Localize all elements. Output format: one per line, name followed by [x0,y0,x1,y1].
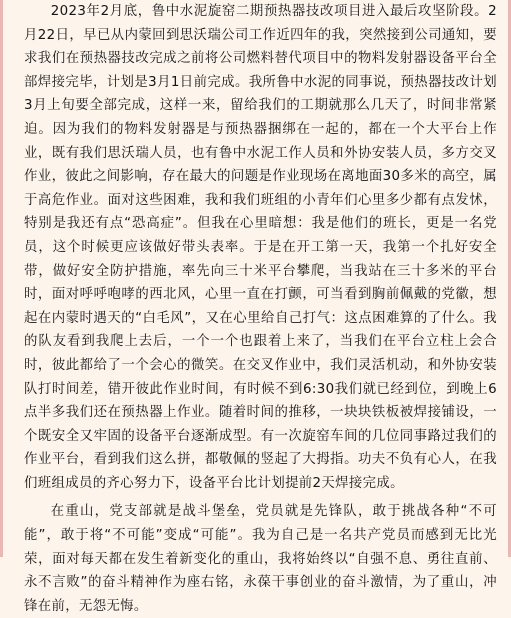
article-body [24,0,497,618]
left-border [0,0,3,557]
article-paragraph: 在重山，党支部就是战斗堡垒，党员就是先锋队，敢于挑战各种“不可能”，敢于将“不可能”变成“可能”。我为自己是一名共产党员而感到无比光荣，面对每天都在发生着新变化的重山，我将始终以“自强不息、勇往直前、永不言败”的奋斗精神作为座右铭，永葆干事创业的奋斗激情，为了重山，冲锋在前，无怨无悔。 [24,504,497,614]
article-paragraph: 2023年2月底，鲁中水泥旋窑二期预热器技改项目进入最后攻坚阶段。2月22日，早已从内蒙回到思沃瑞公司工作近四年的我，突然接到公司通知，要求我们在预热器技改完成之前将公司燃料替代项目中的物料发射器设备平台全部焊接完毕，计划是3月1日前完成。我所鲁中水泥的同事说，预热器技改计划3月上旬要全部完成，这样一来，留给我们的工期就那么几天了，时间非常紧迫。因为我们的物料发射器是与预热器捆绑在一起的，都在一个大平台上作业，既有我们思沃瑞人员，也有鲁中水泥工作人员和外协安装人员，多方交叉作业，彼此之间影响，存在最大的问题是作业现场在离地面30多米的高空，属于高危作业。面对这些困难，我和我们班组的小青年们心里多少都有点发怵，特别是我还有点“恐高症”。但我在心里暗想：我是他们的班长，更是一名党员，这个时候更应该做好带头表率。于是在开工第一天，我第一个扎好安全带，做好安全防护措施，率先向三十米平台攀爬，当我站在三十多米的平台时，面对呼呼咆哮的西北风，心里一直在打颤，可当看到胸前佩戴的党徽，想起在内蒙时遇天的“白毛风”，又在心里给自己打气：这点困难算的了什么。我的队友看到我爬上去后，一个一个也跟着上来了，当我们在平台立柱上会合时，彼此都给了一个会心的微笑。在交叉作业中，我们灵活机动，和外协安装队打时间差，错开彼此作业时间，有时候不到6:30我们就已经到位，到晚上6点半多我们还在预热器上作业。随着时间的推移，一块块铁板被焊接铺设，一个既安全又牢固的设备平台逐渐成型。有一次旋窑车间的几位同事路过我们的作业平台，看到我们这么拼，都敬佩的竖起了大拇指。功夫不负有心人，在我们班组成员的齐心努力下，设备平台比计划提前2天焊接完成。 [24,4,497,491]
